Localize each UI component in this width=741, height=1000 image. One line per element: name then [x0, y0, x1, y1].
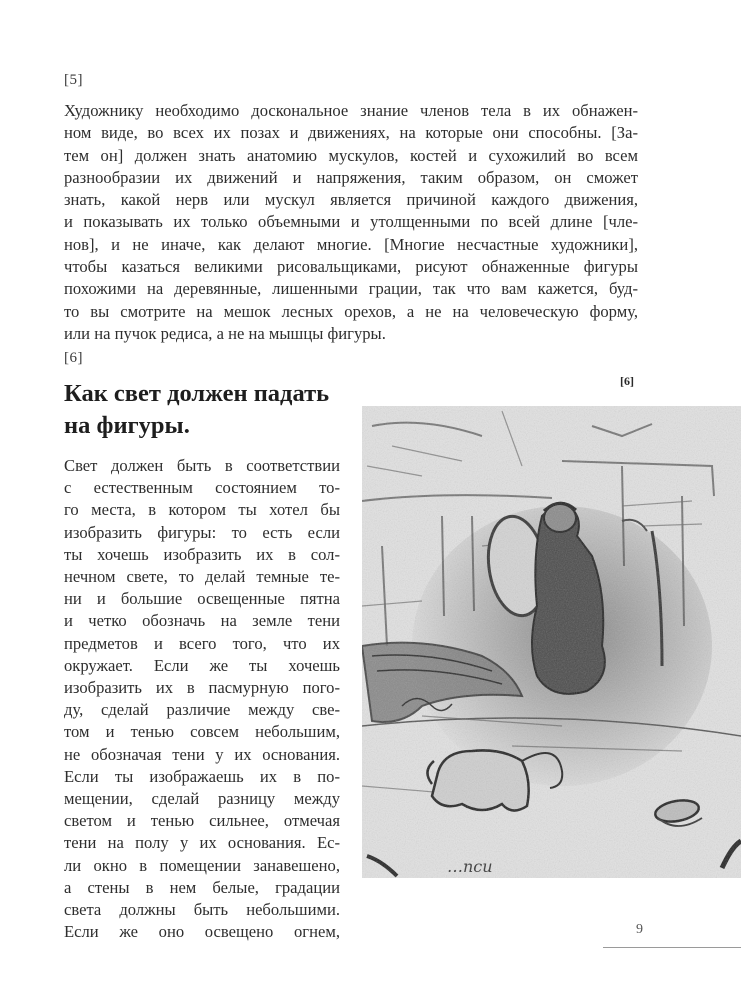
- text-line: предметов и всего того, что их: [64, 633, 340, 653]
- footer-divider: [603, 947, 741, 948]
- text-line: похожими на деревянные, лишенными грации, так что вам кажется, буд-: [64, 279, 638, 299]
- text-line: чтобы казаться великими рисовальщиками, рисуют обнаженные фигуры: [64, 257, 638, 277]
- text-line: Если ты изображаешь их в по-: [64, 766, 340, 786]
- heading-line: Как свет должен падать: [64, 380, 330, 407]
- text-line: нов], и не иначе, как делают многие. [Многие несчастные художники],: [64, 234, 638, 254]
- text-line: с естественным состоянием то-: [64, 478, 340, 498]
- section-6-marker: [6]: [64, 350, 83, 366]
- text-line: нечном свете, то делай темные те-: [64, 567, 340, 587]
- text-line: том и тенью совсем небольшим,: [64, 722, 340, 742]
- text-line: мещении, сделай разницу между: [64, 789, 340, 809]
- text-line: го места, в котором ты хотел бы: [64, 500, 340, 520]
- text-line: или на пучок редиса, а не на мышцы фигуры.: [64, 323, 386, 343]
- text-line: а стены в нем белые, градации: [64, 877, 340, 897]
- text-line: ты хочешь изобразить их в сол-: [64, 544, 340, 564]
- section-5-paragraph: [64, 100, 638, 345]
- text-line: то вы смотрите на мешок лесных орехов, а не на человеческую форму,: [64, 301, 638, 321]
- text-line: ни и большие освещенные пятна: [64, 589, 340, 609]
- text-line: знать, какой нерв или мускул является причиной каждого движения,: [64, 190, 638, 210]
- text-line: тени на полу у их основания. Ес-: [64, 833, 340, 853]
- text-line: окружает. Если же ты хочешь: [64, 655, 340, 675]
- text-line: тем он] должен знать анатомию мускулов, костей и сухожилий во всем: [64, 145, 638, 165]
- figure-sketch: [362, 406, 741, 878]
- text-line: светом и тенью сильнее, отмечая: [64, 811, 340, 831]
- text-line: не обозначая тени у их основания.: [64, 744, 340, 764]
- sketch-illustration: [362, 406, 741, 878]
- text-line: ду, сделай различие между све-: [64, 700, 340, 720]
- text-line: Если же оно освещено огнем,: [64, 922, 340, 942]
- text-line: и показывать их только объемными и утолщенными по всей длине [чле-: [64, 212, 638, 232]
- text-line: ли окно в помещении занавешено,: [64, 855, 340, 875]
- text-line: изобразить их в пасмурную пого-: [64, 678, 340, 698]
- text-line: изобразить фигуры: то есть если: [64, 522, 340, 542]
- section-5-marker: [5]: [64, 72, 83, 88]
- section-6-paragraph: [64, 455, 340, 943]
- text-line: Свет должен быть в соответствии: [64, 456, 340, 475]
- text-line: света должны быть небольшими.: [64, 900, 340, 920]
- page-number: 9: [636, 922, 643, 937]
- figure-label: [6]: [620, 374, 634, 388]
- heading-line: на фигуры.: [64, 412, 190, 439]
- text-line: разнообразии их движений и напряжения, таким образом, он сможет: [64, 167, 638, 187]
- section-6-heading: [64, 378, 354, 442]
- text-line: ном виде, во всех их позах и движениях, на которые они способны. [За-: [64, 123, 638, 143]
- text-line: Художнику необходимо доскональное знание членов тела в их обнажен-: [64, 101, 638, 120]
- text-line: и четко обозначь на земле тени: [64, 611, 340, 631]
